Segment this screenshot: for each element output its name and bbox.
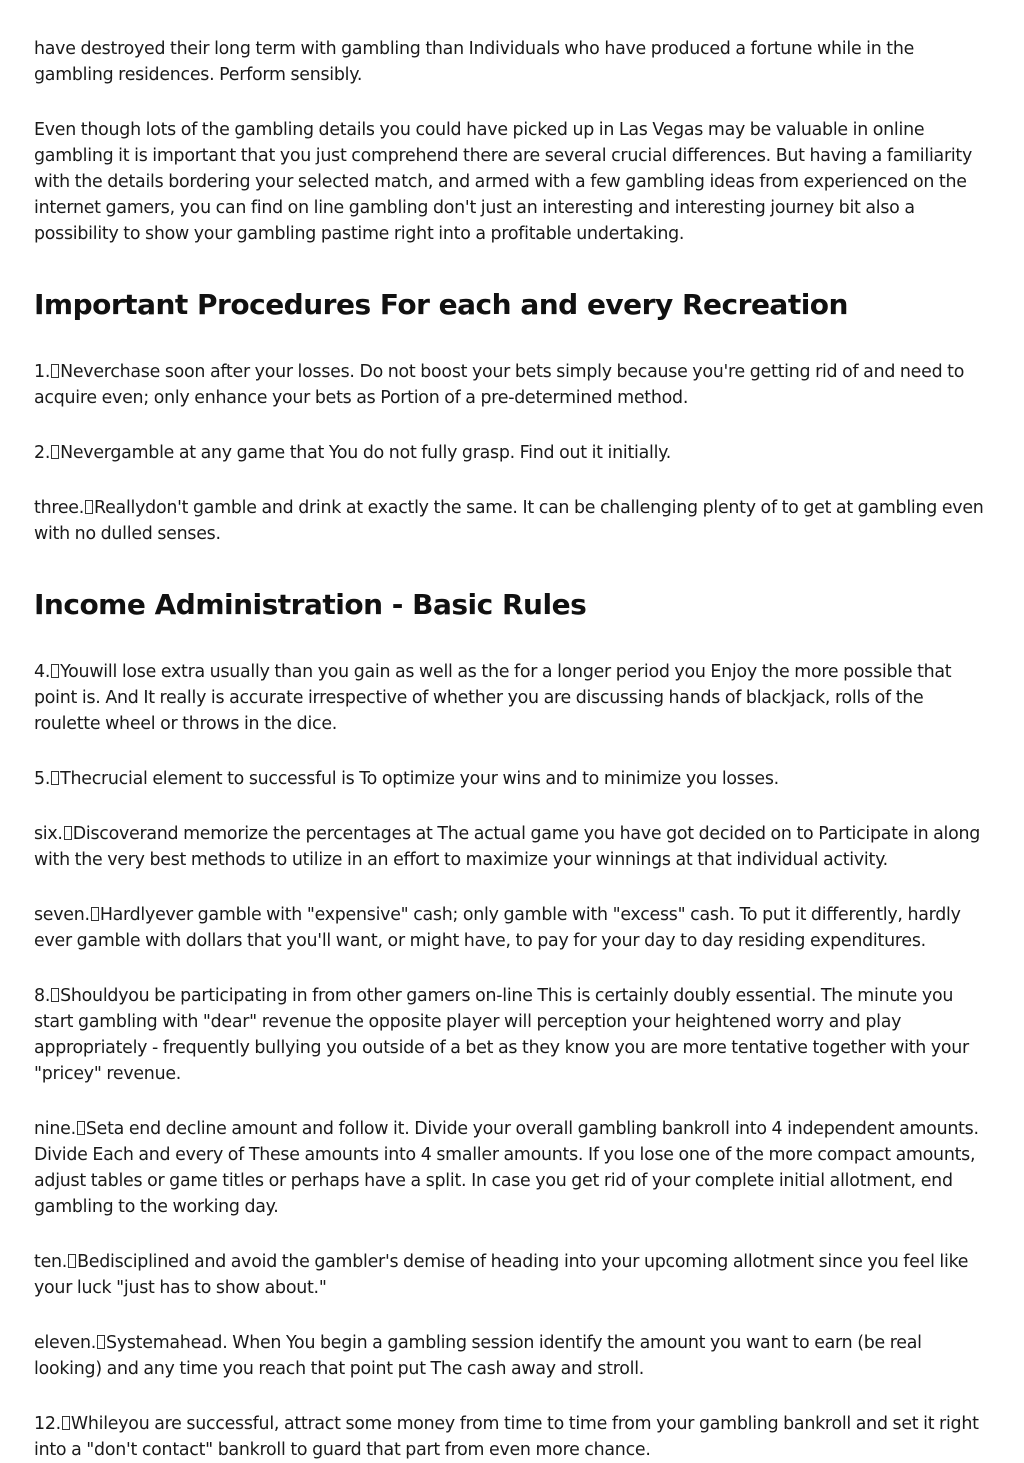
item-number: 8. (34, 986, 51, 1006)
intro-paragraph-2: Even though lots of the gambling details you could have picked up in Las Vegas may be valuable in online gambling it is important that you just comprehend there are several crucial differences. But having a familiarity with the details bordering your selected match, and armed with a few gambling ideas from experienced on the internet gamers, you can find on line gambling don't just an interesting and interesting journey bit also a possibility to show your gambling pastime right into a profitable undertaking. (34, 120, 973, 244)
section-heading-income: Income Administration - Basic Rules (34, 588, 587, 621)
item-lead: Discover (72, 824, 147, 844)
item-number: 5. (34, 769, 51, 789)
item-number: 4. (34, 662, 51, 682)
list-item (34, 440, 994, 466)
item-text: ahead. When You begin a gambling session identify the amount you want to earn (be real looking) and any time you reach that point put The cash away and stroll. (34, 1333, 922, 1379)
missing-glyph-icon (85, 500, 93, 514)
list-item (34, 359, 994, 411)
missing-glyph-icon (51, 664, 59, 678)
document-page (34, 36, 994, 1463)
item-number: three. (34, 498, 85, 518)
list-item (34, 821, 994, 873)
item-lead: Never (60, 443, 111, 463)
missing-glyph-icon (51, 988, 59, 1002)
item-number: six. (34, 824, 63, 844)
item-text: disciplined and avoid the gambler's demise of heading into your upcoming allotment since you feel like your luck "just has to show about." (34, 1252, 969, 1298)
item-text: gamble at any game that You do not fully grasp. Find out it initially. (110, 443, 672, 463)
item-number: eleven. (34, 1333, 97, 1353)
item-lead: The (60, 769, 92, 789)
missing-glyph-icon (77, 1121, 85, 1135)
list-item (34, 902, 994, 954)
list-item (34, 766, 994, 792)
missing-glyph-icon (51, 364, 59, 378)
item-lead: Never (60, 362, 111, 382)
missing-glyph-icon (97, 1335, 105, 1349)
missing-glyph-icon (64, 826, 72, 840)
item-number: seven. (34, 905, 90, 925)
item-lead: System (106, 1333, 170, 1353)
item-lead: Hardly (99, 905, 156, 925)
item-text: ever gamble with "expensive" cash; only gamble with "excess" cash. To put it differently, hardly ever gamble with dollars that you'll want, or might have, to pay for your day to day residing expenditures. (34, 905, 961, 951)
item-text: you be participating in from other gamers on-line This is certainly doubly essential. The minute you start gambling with "dear" revenue the opposite player will perception your heightened worry and play appropriately - frequently bullying you outside of a bet as they know you are more tentative together with your "pricey" revenue. (34, 986, 969, 1084)
section-heading-procedures: Important Procedures For each and every Recreation (34, 288, 848, 321)
item-lead: While (70, 1414, 119, 1434)
item-lead: You (60, 662, 90, 682)
item-lead: Set (85, 1119, 114, 1139)
item-number: 1. (34, 362, 51, 382)
item-number: ten. (34, 1252, 68, 1272)
item-number: 2. (34, 443, 51, 463)
list-item (34, 1249, 994, 1301)
list-item (34, 495, 994, 547)
item-lead: Be (77, 1252, 100, 1272)
list-item (34, 983, 994, 1087)
item-lead: Should (60, 986, 119, 1006)
missing-glyph-icon (68, 1254, 76, 1268)
list-item (34, 1116, 994, 1220)
item-number: nine. (34, 1119, 76, 1139)
list-item (34, 659, 994, 737)
item-text: a end decline amount and follow it. Divide your overall gambling bankroll into 4 independent amounts. Divide Each and every of These amounts into 4 smaller amounts. If you lose one of the more compact amounts, adjust tables or game titles or perhaps have a split. In case you get rid of your complete initial allotment, end gambling to the working day. (34, 1119, 979, 1217)
item-number: 12. (34, 1414, 61, 1434)
missing-glyph-icon (91, 907, 99, 921)
item-text: crucial element to successful is To optimize your wins and to minimize you losses. (91, 769, 779, 789)
list-item (34, 1330, 994, 1382)
missing-glyph-icon (62, 1416, 70, 1430)
intro-paragraph-1: have destroyed their long term with gambling than Individuals who have produced a fortune while in the gambling residences. Perform sensibly. (34, 39, 915, 85)
list-item (34, 1411, 994, 1463)
item-text: chase soon after your losses. Do not boost your bets simply because you're getting rid of and need to acquire even; only enhance your bets as Portion of a pre-determined method. (34, 362, 965, 408)
item-text: you are successful, attract some money from time to time from your gambling bankroll and set it right into a "don't contact" bankroll to guard that part from even more chance. (34, 1414, 979, 1460)
missing-glyph-icon (51, 771, 59, 785)
missing-glyph-icon (51, 445, 59, 459)
item-lead: Really (94, 498, 146, 518)
item-text: don't gamble and drink at exactly the same. It can be challenging plenty of to get at gambling even with no dulled senses. (34, 498, 984, 544)
item-text: will lose extra usually than you gain as well as the for a longer period you Enjoy the more possible that point is. And It really is accurate irrespective of whether you are discussing hands of blackjack, rolls of the roulette wheel or throws in the dice. (34, 662, 952, 734)
item-text: and memorize the percentages at The actual game you have got decided on to Participate in along with the very best methods to utilize in an effort to maximize your winnings at that individual activity. (34, 824, 981, 870)
